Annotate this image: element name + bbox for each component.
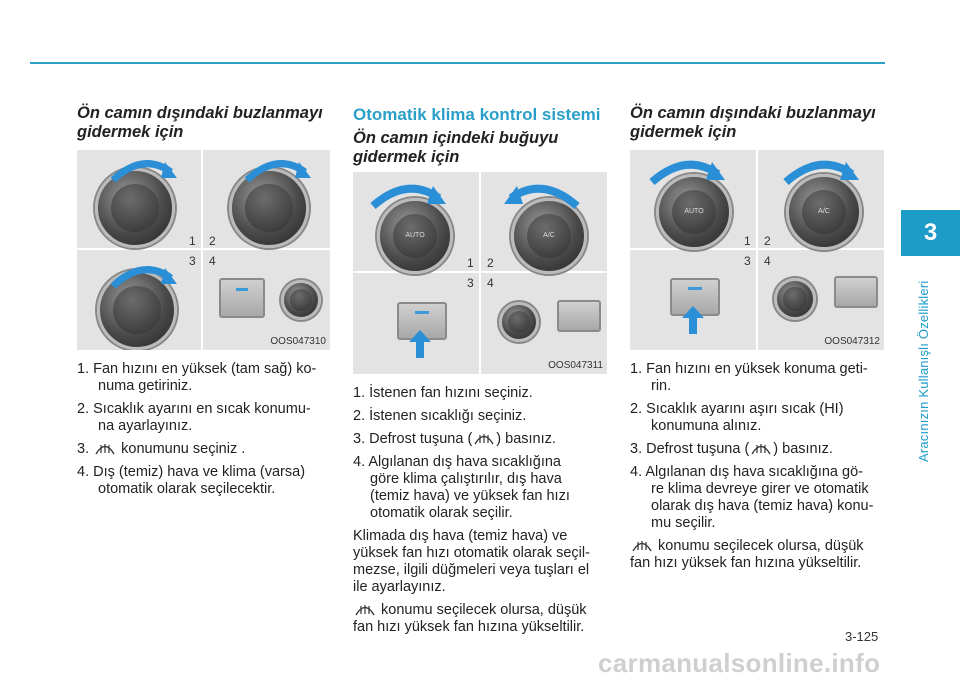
chapter-title: Aracınızın Kullanışlı Özellikleri <box>916 280 931 462</box>
figure-code: OOS047311 <box>548 360 603 371</box>
chapter-side-title <box>912 262 932 482</box>
right-steps <box>630 361 884 572</box>
fig-label-3: 3 <box>467 276 474 290</box>
ac-knob: A/C <box>511 198 587 274</box>
right-heading-line2: gidermek için <box>630 123 737 141</box>
list-item: 1. İstenen fan hızını seçiniz. <box>353 385 533 401</box>
paragraph: Klimada dış hava (temiz hava) ve yüksek fan hızı otomatik olarak seçil- mezse, ilgili düğmeleri veya tuşları el ile ayarlayınız. <box>353 528 590 595</box>
fig-label-4: 4 <box>487 276 494 290</box>
figure-code: OOS047310 <box>270 336 326 347</box>
right-heading-line1: Ön camın dışındaki buzlanmayı <box>630 104 876 122</box>
defrost-icon <box>93 441 117 455</box>
defrost-icon <box>472 431 496 445</box>
rotate-arrow-icon <box>646 154 726 186</box>
left-heading <box>77 104 323 142</box>
side-button <box>834 276 878 308</box>
defrost-button <box>219 278 265 318</box>
small-knob <box>774 278 816 320</box>
fig-label-3: 3 <box>189 254 196 268</box>
left-steps <box>77 361 331 498</box>
ac-knob: A/C <box>786 174 862 250</box>
watermark: carmanualsonline.info <box>598 648 881 678</box>
fig-label-4: 4 <box>764 254 771 268</box>
small-knob <box>281 280 321 320</box>
defrost-icon <box>630 538 654 552</box>
right-figure <box>630 150 884 350</box>
right-heading <box>630 104 876 142</box>
list-item: 3. Defrost tuşuna ( ) basınız. <box>630 441 833 457</box>
list-item: 4. Algılanan dış hava sıcaklığına göre klima çalıştırılır, dış hava (temiz hava) ve yüksek fan hızı otomatik olarak seçilir. <box>353 454 570 521</box>
rotate-arrow-icon <box>241 154 313 184</box>
auto-knob: AUTO <box>377 198 453 274</box>
list-item: 3. Defrost tuşuna ( ) basınız. <box>353 431 556 447</box>
auto-knob: AUTO <box>656 174 732 250</box>
top-rule <box>30 62 885 64</box>
fig-label-3: 3 <box>744 254 751 268</box>
chapter-number: 3 <box>923 219 938 246</box>
rotate-arrow-icon <box>107 260 179 290</box>
arrow-up-icon <box>409 330 431 358</box>
middle-heading <box>353 129 558 167</box>
list-item: 3. konumunu seçiniz . <box>77 441 246 457</box>
fig-label-4: 4 <box>209 254 216 268</box>
figure-code: OOS047312 <box>824 336 880 347</box>
section-title: Otomatik klima kontrol sistemi <box>353 105 601 124</box>
rotate-arrow-icon <box>780 154 860 186</box>
list-item: 4. Dış (temiz) hava ve klima (varsa) otomatik olarak seçilecektir. <box>77 464 306 497</box>
rotate-arrow-icon <box>107 154 179 184</box>
small-knob <box>499 302 539 342</box>
fig-label-2: 2 <box>764 234 771 248</box>
paragraph: konumu seçilecek olursa, düşük fan hızı yüksek fan hızına yükseltilir. <box>630 538 864 571</box>
fig-label-2: 2 <box>487 256 494 270</box>
list-item: 1. Fan hızını en yüksek konuma geti- rin. <box>630 361 868 394</box>
left-figure <box>77 150 330 350</box>
fig-label-1: 1 <box>467 256 474 270</box>
fig-label-1: 1 <box>744 234 751 248</box>
middle-heading-line2: gidermek için <box>353 148 460 166</box>
fig-label-1: 1 <box>189 234 196 248</box>
defrost-icon <box>353 602 377 616</box>
arrow-up-icon <box>682 306 704 334</box>
rotate-arrow-icon <box>503 178 583 210</box>
list-item: 4. Algılanan dış hava sıcaklığına gö- re klima devreye girer ve otomatik olarak dış hava (temiz hava) konu- mu seçilir. <box>630 464 874 531</box>
paragraph: konumu seçilecek olursa, düşük fan hızı yüksek fan hızına yükseltilir. <box>353 602 587 635</box>
page-number: 3-125 <box>845 629 879 644</box>
side-button <box>557 300 601 332</box>
middle-figure <box>353 172 607 374</box>
middle-heading-line1: Ön camın içindeki buğuyu <box>353 129 559 147</box>
middle-steps <box>353 385 607 636</box>
list-item: 2. Sıcaklık ayarını aşırı sıcak (HI) konumuna alınız. <box>630 401 844 434</box>
list-item: 2. İstenen sıcaklığı seçiniz. <box>353 408 527 424</box>
rotate-arrow-icon <box>367 178 447 210</box>
defrost-icon <box>749 441 773 455</box>
left-heading-line1: Ön camın dışındaki buzlanmayı <box>77 104 323 122</box>
left-heading-line2: gidermek için <box>77 123 184 141</box>
chapter-tab <box>901 210 960 256</box>
list-item: 2. Sıcaklık ayarını en sıcak konumu- na ayarlayınız. <box>77 401 311 434</box>
list-item: 1. Fan hızını en yüksek (tam sağ) ko- numa getiriniz. <box>77 361 317 394</box>
fig-label-2: 2 <box>209 234 216 248</box>
